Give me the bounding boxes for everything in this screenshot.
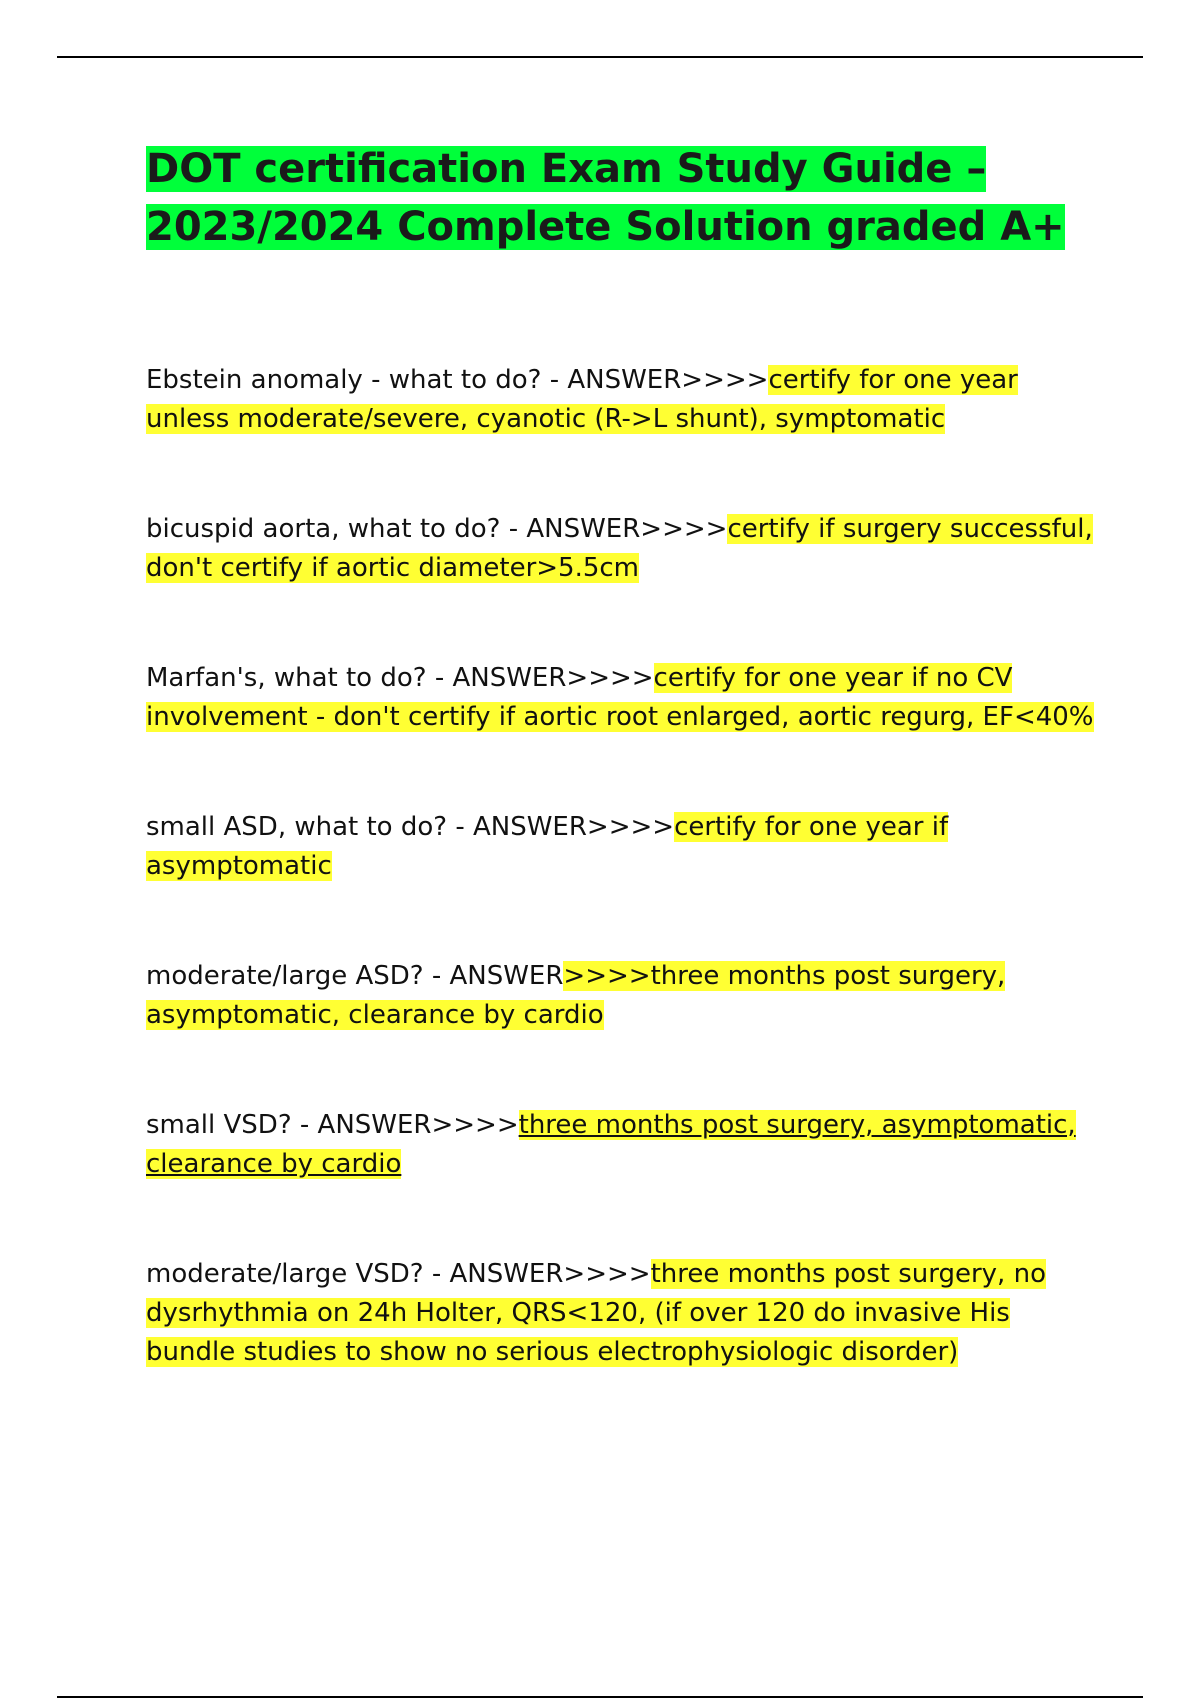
question-text: moderate/large ASD? - ANSWER xyxy=(146,961,564,991)
qa-item-bicuspid-aorta xyxy=(146,510,1106,588)
question-text: small ASD, what to do? - ANSWER>>>> xyxy=(146,812,675,842)
title-line-2: 2023/2024 Complete Solution graded A+ xyxy=(146,204,1065,250)
answer-text: certify if surgery successful, don't certify if aortic diameter>5.5cm xyxy=(146,514,1093,583)
qa-item-moderate-large-vsd xyxy=(146,1255,1106,1372)
question-text: Ebstein anomaly - what to do? - ANSWER>>>> xyxy=(146,365,769,395)
top-rule xyxy=(57,56,1143,58)
answer-text: three months post surgery, no dysrhythmia on 24h Holter, QRS<120, (if over 120 do invasive His bundle studies to show no serious electrophysiologic disorder) xyxy=(146,1259,1046,1367)
question-text: bicuspid aorta, what to do? - ANSWER>>>> xyxy=(146,514,728,544)
question-text: moderate/large VSD? - ANSWER>>>> xyxy=(146,1259,651,1289)
answer-text: three months post surgery, asymptomatic, clearance by cardio xyxy=(146,1110,1076,1179)
qa-item-marfans xyxy=(146,659,1106,737)
qa-item-ebstein xyxy=(146,361,1106,439)
qa-item-small-vsd xyxy=(146,1106,1106,1184)
qa-item-moderate-large-asd xyxy=(146,957,1106,1035)
document-title xyxy=(146,140,1106,256)
question-text: Marfan's, what to do? - ANSWER>>>> xyxy=(146,663,654,693)
qa-item-small-asd xyxy=(146,808,1106,886)
question-text: small VSD? - ANSWER>>>> xyxy=(146,1110,519,1140)
answer-text: certify for one year unless moderate/severe, cyanotic (R->L shunt), symptomatic xyxy=(146,365,1018,434)
answer-text: certify for one year if asymptomatic xyxy=(146,812,949,881)
answer-text: >>>>three months post surgery, asymptomatic, clearance by cardio xyxy=(146,961,1006,1030)
qa-list xyxy=(146,361,1106,1372)
bottom-rule xyxy=(57,1696,1143,1698)
answer-text: certify for one year if no CV involvement - don't certify if aortic root enlarged, aortic regurg, EF<40% xyxy=(146,663,1094,732)
title-line-1: DOT certification Exam Study Guide – xyxy=(146,146,987,192)
document-body xyxy=(146,140,1106,1443)
